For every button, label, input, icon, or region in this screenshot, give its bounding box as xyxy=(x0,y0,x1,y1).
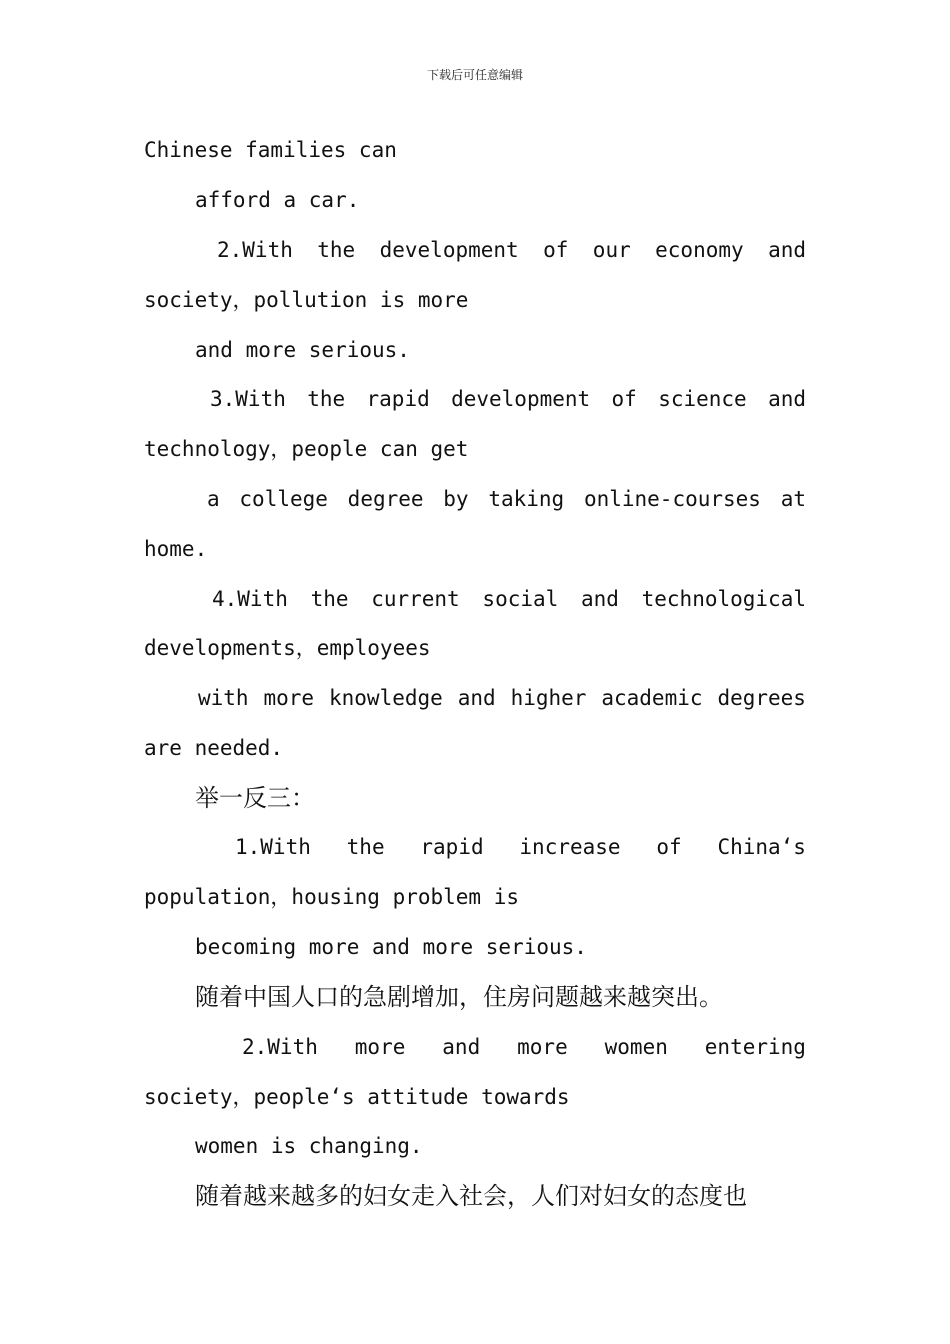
word: by xyxy=(443,487,469,511)
text-line xyxy=(235,832,806,862)
word: degrees xyxy=(717,686,806,710)
word: 2.With xyxy=(217,238,293,262)
word: the xyxy=(346,835,385,859)
word: rapid xyxy=(420,835,484,859)
word: college xyxy=(239,487,328,511)
text-line xyxy=(217,235,806,265)
text-line: women is changing. xyxy=(195,1134,423,1158)
text-line: are needed. xyxy=(144,736,284,760)
word: online-courses xyxy=(583,487,761,511)
word: of xyxy=(611,387,637,411)
word: entering xyxy=(704,1035,806,1059)
text-line xyxy=(198,683,806,713)
chinese-text-line: 随着中国人口的急剧增加，住房问题越来越突出。 xyxy=(195,983,723,1011)
text-line: developments，employees xyxy=(144,636,431,660)
word: more xyxy=(517,1035,568,1059)
page-header: 下载后可任意编辑 xyxy=(426,68,523,82)
text-line: becoming more and more serious. xyxy=(195,935,587,959)
word: technological xyxy=(641,587,806,611)
word: knowledge xyxy=(329,686,443,710)
word: a xyxy=(207,487,220,511)
word: our xyxy=(592,238,631,262)
word: at xyxy=(780,487,806,511)
word: more xyxy=(354,1035,406,1059)
word: and xyxy=(768,387,806,411)
text-line: Chinese families can xyxy=(144,138,397,162)
word: of xyxy=(656,835,682,859)
word: 4.With xyxy=(212,587,288,611)
text-line xyxy=(242,1032,806,1062)
word: China‘s xyxy=(717,835,806,859)
word: degree xyxy=(347,487,424,511)
word: development xyxy=(379,238,519,262)
text-line: society，pollution is more xyxy=(144,288,469,312)
word: current xyxy=(371,587,460,611)
word: rapid xyxy=(366,387,430,411)
word: 3.With xyxy=(210,387,286,411)
word: higher xyxy=(510,686,587,710)
word: of xyxy=(543,238,569,262)
chinese-text-line: 举一反三： xyxy=(195,784,315,812)
word: 1.With xyxy=(235,835,311,859)
word: academic xyxy=(601,686,703,710)
word: taking xyxy=(488,487,565,511)
text-line: and more serious. xyxy=(195,338,410,362)
text-line: population，housing problem is xyxy=(144,885,520,909)
text-line xyxy=(212,584,806,614)
word: development xyxy=(451,387,591,411)
text-line: home. xyxy=(144,537,208,561)
text-line: technology，people can get xyxy=(144,437,469,461)
word: science xyxy=(658,387,747,411)
word: and xyxy=(442,1035,481,1059)
text-line xyxy=(210,384,806,414)
word: increase xyxy=(519,835,621,859)
text-line: afford a car. xyxy=(195,188,360,212)
word: the xyxy=(307,387,346,411)
word: and xyxy=(580,587,619,611)
word: the xyxy=(310,587,349,611)
text-line xyxy=(207,484,806,514)
word: and xyxy=(457,686,496,710)
word: and xyxy=(768,238,806,262)
word: women xyxy=(604,1035,668,1059)
chinese-text-line: 随着越来越多的妇女走入社会，人们对妇女的态度也 xyxy=(195,1182,747,1210)
word: social xyxy=(482,587,559,611)
word: 2.With xyxy=(242,1035,318,1059)
text-line: society，people‘s attitude towards xyxy=(144,1085,570,1109)
word: more xyxy=(263,686,315,710)
word: with xyxy=(198,686,249,710)
word: economy xyxy=(655,238,744,262)
word: the xyxy=(317,238,356,262)
